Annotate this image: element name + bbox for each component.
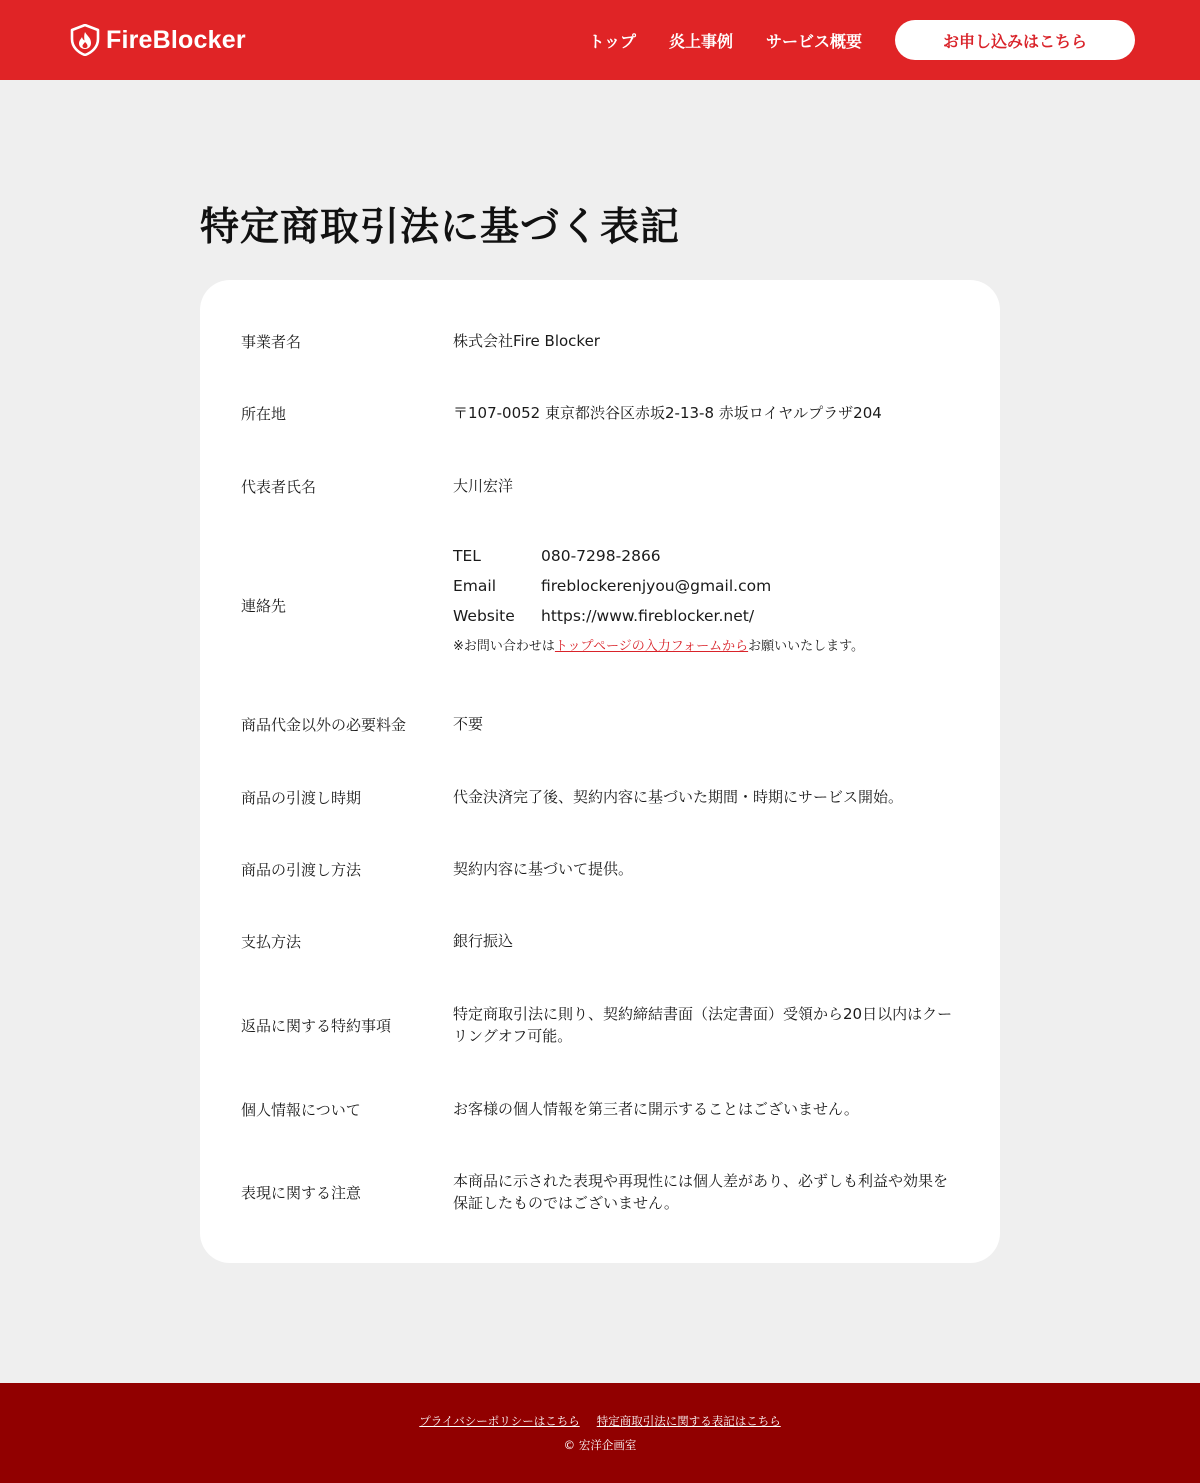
row-label: 商品の引渡し方法 (241, 860, 362, 879)
row-value: 不要 (453, 715, 484, 733)
info-row (200, 402, 1000, 424)
main-nav (588, 0, 862, 80)
tel-label: TEL (453, 547, 481, 565)
row-label: 個人情報について (241, 1100, 361, 1119)
row-value: 代金決済完了後、契約内容に基づいた期間・時期にサービス開始。 (453, 788, 904, 806)
tokushoho-link[interactable]: 特定商取引法に関する表記はこちら (596, 1414, 781, 1428)
info-row (200, 930, 1000, 952)
row-value: 銀行振込 (453, 932, 514, 950)
info-row (200, 786, 1000, 808)
row-label: 連絡先 (241, 596, 287, 615)
nav-link-top[interactable]: トップ (588, 31, 636, 51)
contact-note-prefix: ※お問い合わせは (453, 639, 555, 654)
footer-links (0, 1413, 1200, 1429)
row-value: 〒107-0052 東京都渋谷区赤坂2-13-8 赤坂ロイヤルプラザ204 (453, 404, 882, 422)
info-row (200, 1098, 1000, 1120)
contact-note (453, 637, 958, 657)
row-label: 返品に関する特約事項 (241, 1016, 392, 1035)
row-label: 所在地 (241, 404, 287, 423)
row-label: 代表者氏名 (241, 477, 317, 496)
logo-text: FireBlocker (106, 25, 246, 54)
apply-button[interactable]: お申し込みはこちら (895, 20, 1135, 60)
contact-note-suffix: お願いいたします。 (748, 639, 865, 654)
email-value[interactable]: fireblockerenjyou@gmail.com (541, 577, 772, 595)
info-row (200, 713, 1000, 735)
contact-form-link[interactable]: トップページの入力フォームから (554, 639, 749, 654)
row-value: 本商品に示された表現や再現性には個人差があり、必ずしも利益や効果を保証したものではございません。 (453, 1172, 949, 1212)
privacy-policy-link[interactable]: プライバシーポリシーはこちら (419, 1414, 580, 1428)
shield-flame-icon (70, 24, 100, 56)
site-logo[interactable] (70, 24, 246, 56)
info-card (200, 280, 1000, 1263)
row-label: 支払方法 (241, 932, 302, 951)
info-row (200, 475, 1000, 497)
tel-value[interactable]: 080-7298-2866 (541, 547, 661, 565)
email-label: Email (453, 577, 497, 595)
info-row (200, 330, 1000, 352)
copyright: © 宏洋企画室 (563, 1438, 637, 1452)
row-value: 大川宏洋 (453, 477, 514, 495)
row-value: お客様の個人情報を第三者に開示することはございません。 (453, 1100, 859, 1118)
row-value: 株式会社Fire Blocker (453, 332, 600, 350)
nav-link-service[interactable]: サービス概要 (765, 31, 862, 51)
row-value: 契約内容に基づいて提供。 (453, 860, 634, 878)
nav-link-cases[interactable]: 炎上事例 (668, 31, 733, 51)
row-label: 商品代金以外の必要料金 (241, 715, 407, 734)
contact-grid (453, 545, 958, 627)
website-label: Website (453, 607, 515, 625)
row-label: 事業者名 (241, 332, 302, 351)
site-header (0, 0, 1200, 80)
contact-details (453, 545, 958, 657)
row-label: 商品の引渡し時期 (241, 788, 362, 807)
site-footer (0, 1383, 1200, 1483)
page-title: 特定商取引法に基づく表記 (200, 205, 681, 250)
row-label: 表現に関する注意 (241, 1183, 362, 1202)
website-value[interactable]: https://www.fireblocker.net/ (541, 607, 755, 625)
row-value: 特定商取引法に則り、契約締結書面（法定書面）受領から20日以内はクーリングオフ可能。 (453, 1005, 953, 1045)
info-row (200, 858, 1000, 880)
